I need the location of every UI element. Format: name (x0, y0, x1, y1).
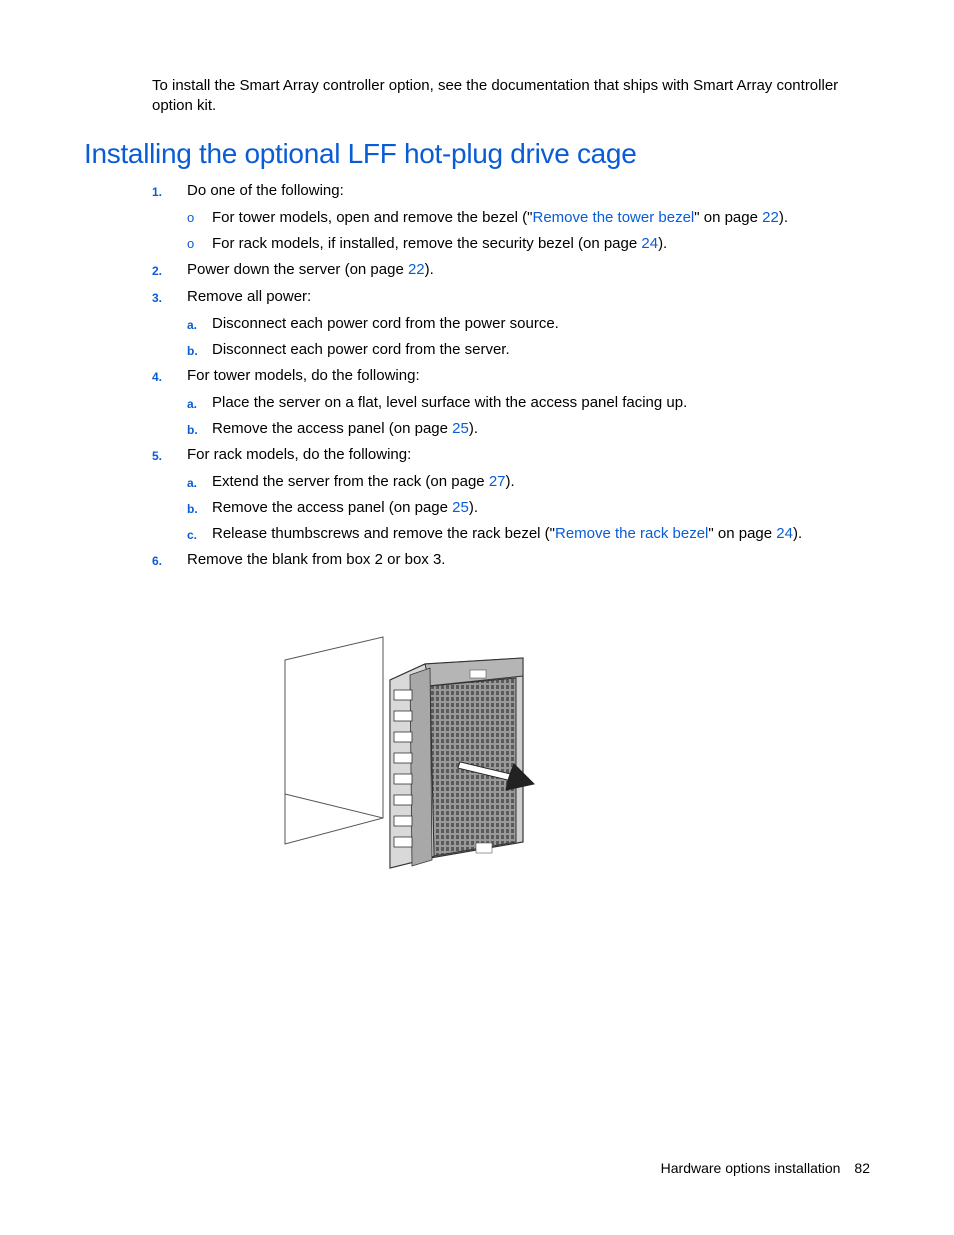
page-link[interactable]: 25 (452, 499, 469, 516)
page-number: 82 (854, 1160, 870, 1176)
step-text: Remove all power: (187, 288, 312, 305)
page-link[interactable]: 24 (776, 525, 793, 542)
step-number: 3. (152, 291, 163, 305)
page-link[interactable]: 22 (762, 209, 779, 226)
step-4a (152, 394, 892, 420)
bullet-marker: o (187, 236, 195, 251)
step-text: Extend the server from the rack (on page 27). (212, 473, 515, 490)
step-text: Remove the blank from box 2 or box 3. (187, 551, 446, 568)
step-5b (152, 499, 892, 525)
substep-marker: b. (187, 423, 198, 437)
step-1-option-1 (152, 209, 892, 235)
page-link[interactable]: 27 (488, 473, 506, 490)
step-number: 4. (152, 370, 163, 384)
step-text: For tower models, do the following: (187, 367, 420, 384)
substep-marker: a. (187, 476, 198, 490)
step-text: Disconnect each power cord from the power source. (212, 315, 559, 332)
page-link[interactable]: 25 (452, 420, 469, 437)
step-1-option-2 (152, 235, 892, 261)
step-2 (152, 261, 892, 288)
step-4b (152, 420, 892, 446)
step-text: Place the server on a flat, level surface with the access panel facing up. (212, 394, 688, 411)
substep-marker: a. (187, 397, 198, 411)
substep-marker: b. (187, 502, 198, 516)
step-text: Disconnect each power cord from the server. (212, 341, 510, 358)
step-3a (152, 315, 892, 341)
step-text: Release thumbscrews and remove the rack bezel ("Remove the rack bezel" on page 24). (212, 525, 803, 542)
step-text: For rack models, if installed, remove the security bezel (on page 24). (212, 235, 668, 252)
step-number: 5. (152, 449, 163, 463)
step-text: Power down the server (on page 22). (187, 261, 434, 278)
step-1 (152, 182, 892, 209)
drive-cage-illustration (280, 630, 540, 880)
footer-section-title: Hardware options installation (660, 1160, 841, 1176)
step-number: 2. (152, 264, 163, 278)
step-text: For rack models, do the following: (187, 446, 412, 463)
page-link[interactable]: 22 (407, 261, 425, 278)
step-text: Remove the access panel (on page 25). (212, 499, 479, 516)
step-3b (152, 341, 892, 367)
drive-cage-drawing (280, 630, 540, 880)
step-text: Do one of the following: (187, 182, 344, 199)
page-link[interactable]: 24 (641, 235, 659, 252)
step-3 (152, 288, 892, 315)
link-remove-rack-bezel[interactable]: Remove the rack bezel (554, 525, 709, 542)
step-6 (152, 551, 892, 578)
step-5c (152, 525, 892, 551)
substep-marker: b. (187, 344, 198, 358)
link-remove-tower-bezel[interactable]: Remove the tower bezel (532, 209, 695, 226)
page-footer (600, 1160, 870, 1176)
substep-marker: c. (187, 528, 198, 542)
step-5 (152, 446, 892, 473)
procedure-steps (152, 182, 892, 578)
step-number: 1. (152, 185, 163, 199)
step-4 (152, 367, 892, 394)
step-text: For tower models, open and remove the bezel ("Remove the tower bezel" on page 22). (212, 209, 788, 226)
step-number: 6. (152, 554, 163, 568)
section-heading: Installing the optional LFF hot-plug drive cage (84, 138, 637, 169)
chassis-panel (285, 637, 383, 844)
step-text: Remove the access panel (on page 25). (212, 420, 479, 437)
step-5a (152, 473, 892, 499)
drive-cage (390, 658, 523, 868)
bullet-marker: o (187, 210, 195, 225)
intro-paragraph: To install the Smart Array controller option, see the documentation that ships with Smart Array controller option kit. (152, 77, 839, 114)
substep-marker: a. (187, 318, 198, 332)
